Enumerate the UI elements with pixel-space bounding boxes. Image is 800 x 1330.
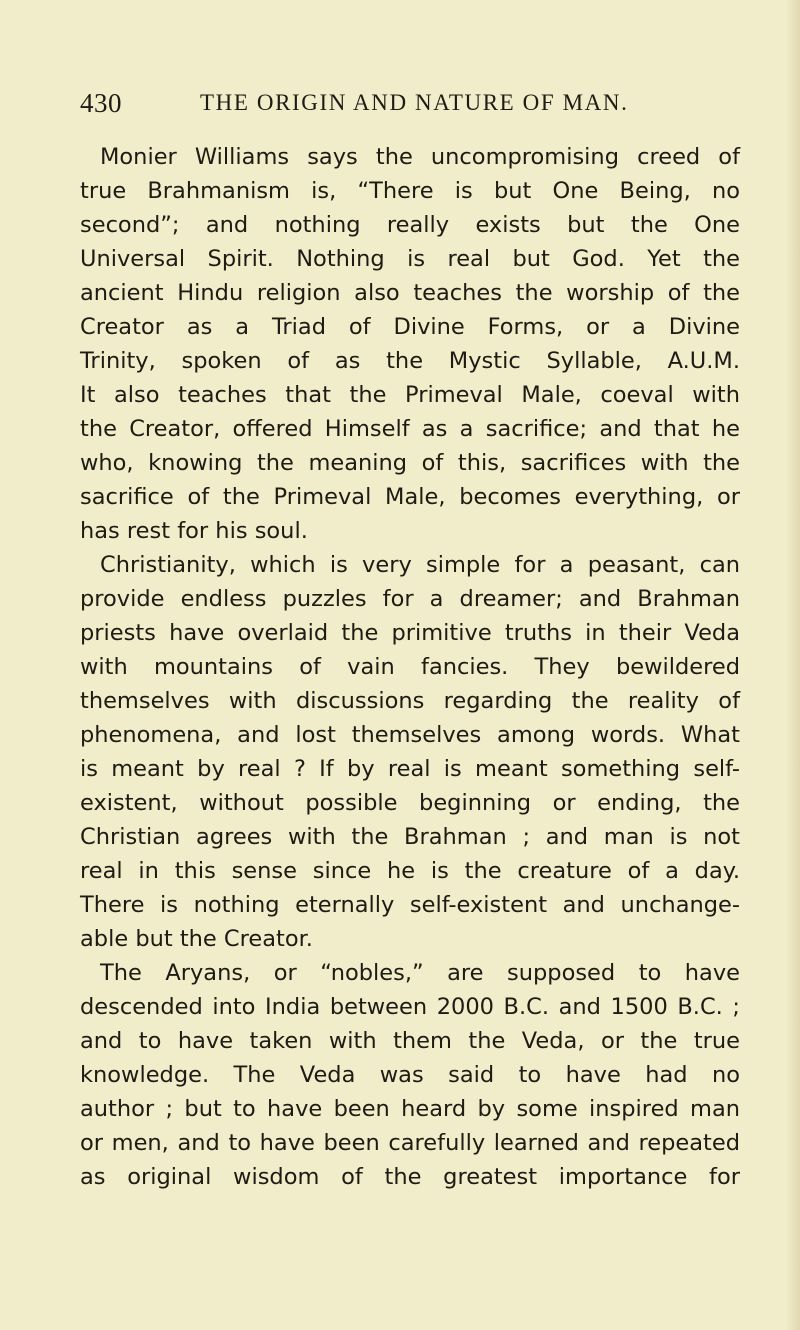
text-line: phenomena, and lost themselves among words. What (80, 722, 740, 748)
text-line: Universal Spirit. Nothing is real but God. Yet the (80, 246, 740, 272)
text-line: Creator as a Triad of Divine Forms, or a Divine (80, 314, 740, 340)
body-text (80, 140, 740, 1194)
running-head: THE ORIGIN AND NATURE OF MAN. (200, 90, 629, 115)
text-line: or men, and to have been carefully learned and repeated (80, 1130, 740, 1156)
text-line: the Creator, offered Himself as a sacrifice; and that he (80, 416, 740, 442)
text-line: second”; and nothing really exists but the One (80, 212, 740, 238)
text-line: It also teaches that the Primeval Male, coeval with (80, 382, 740, 408)
text-line: who, knowing the meaning of this, sacrifices with the (80, 450, 740, 476)
text-line: with mountains of vain fancies. They bewildered (80, 654, 740, 680)
text-line: Christianity, which is very simple for a peasant, can (100, 552, 740, 578)
text-line: priests have overlaid the primitive truths in their Veda (80, 620, 740, 646)
text-line: true Brahmanism is, “There is but One Being, no (80, 178, 740, 204)
text-line: existent, without possible beginning or ending, the (80, 790, 740, 816)
text-line: real in this sense since he is the creature of a day. (80, 858, 740, 884)
page-edge-shading (786, 0, 800, 1330)
page-number: 430 (80, 88, 122, 118)
text-line: sacrifice of the Primeval Male, becomes everything, or (80, 484, 740, 510)
page-header (80, 88, 740, 122)
text-line: Christian agrees with the Brahman ; and man is not (80, 824, 740, 850)
text-line: Monier Williams says the uncompromising creed of (100, 144, 740, 170)
text-line: is meant by real ? If by real is meant something self- (80, 756, 740, 782)
text-line: descended into India between 2000 B.C. and 1500 B.C. ; (80, 994, 740, 1020)
text-line: themselves with discussions regarding the reality of (80, 688, 740, 714)
text-line: author ; but to have been heard by some inspired man (80, 1096, 740, 1122)
text-line: The Aryans, or “nobles,” are supposed to have (100, 960, 740, 986)
text-line: as original wisdom of the greatest importance for (80, 1164, 740, 1190)
text-line: knowledge. The Veda was said to have had no (80, 1062, 740, 1088)
text-line: ancient Hindu religion also teaches the worship of the (80, 280, 740, 306)
text-line: and to have taken with them the Veda, or the true (80, 1028, 740, 1054)
text-line: provide endless puzzles for a dreamer; and Brahman (80, 586, 740, 612)
text-line: has rest for his soul. (80, 518, 308, 544)
text-line: There is nothing eternally self-existent and unchange- (80, 892, 740, 918)
text-line: able but the Creator. (80, 926, 313, 952)
text-line: Trinity, spoken of as the Mystic Syllable, A.U.M. (80, 348, 740, 374)
